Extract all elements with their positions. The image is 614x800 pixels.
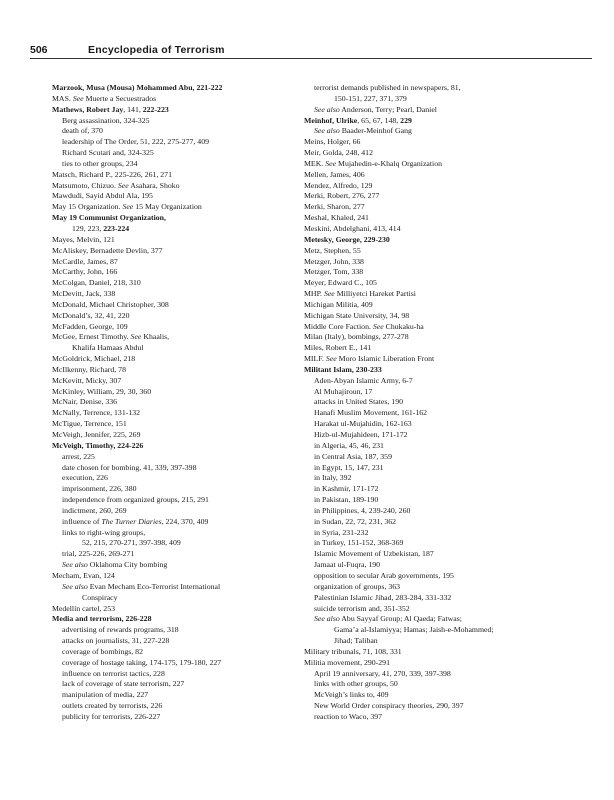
index-entry-text: See	[122, 202, 134, 212]
index-entry	[304, 538, 559, 549]
index-entry	[304, 257, 559, 268]
index-entry-text: in Sudan, 22, 72, 231, 362	[314, 516, 397, 526]
index-entry-text: Asahara, Shoko	[128, 180, 180, 190]
index-entry-text: Meins, Holger, 66	[304, 137, 361, 147]
index-entry-text: links with other groups, 50	[314, 679, 398, 689]
index-entry-text: leadership of The Order, 51, 222, 275-277, 409	[62, 137, 210, 147]
index-entry	[52, 159, 307, 170]
index-entry	[304, 658, 559, 669]
index-entry-text: Merki, Robert, 276, 277	[304, 191, 380, 201]
index-entry-text: attacks in United States, 190	[314, 397, 403, 407]
index-entry-text: May 15 Organization.	[52, 202, 123, 212]
index-column-right	[304, 83, 559, 723]
index-entry-text: Middle Core Faction.	[304, 321, 373, 331]
index-entry	[304, 387, 559, 398]
index-entry-text: links to right-wing groups,	[62, 527, 146, 537]
index-entry-text: in Turkey, 151-152, 368-369	[314, 538, 404, 548]
index-entry-text: Hanafi Muslim Movement, 161-162	[314, 408, 428, 418]
index-entry-text: Jihad; Taliban	[334, 636, 378, 646]
index-entry	[304, 278, 559, 289]
index-entry	[304, 571, 559, 582]
index-entry	[304, 94, 559, 105]
index-entry	[304, 549, 559, 560]
index-entry-text: See	[72, 93, 84, 103]
running-title: Encyclopedia of Terrorism	[88, 44, 225, 56]
index-entry-text: Military tribunals, 71, 108, 331	[304, 646, 402, 656]
index-entry-text: publicity for terrorists, 226-227	[62, 711, 161, 721]
index-entry	[52, 354, 307, 365]
index-entry-text: McAliskey, Bernadette Devlin, 377	[52, 245, 163, 255]
index-entry-text: in Algeria, 45, 46, 231	[314, 440, 384, 450]
index-entry-text: Metesky, George, 229-230	[304, 234, 390, 244]
index-entry-text: Evan Mecham Eco-Terrorist International	[87, 581, 221, 591]
index-entry	[304, 267, 559, 278]
index-entry-text: lack of coverage of state terrorism, 227	[62, 679, 185, 689]
index-entry-text: terrorist demands published in newspapers, 81,	[314, 83, 461, 92]
index-entry	[52, 712, 307, 723]
index-entry-text: execution, 226	[62, 473, 108, 483]
index-entry-text: Islamic Movement of Uzbekistan, 187	[314, 549, 434, 559]
index-entry-text: Aden-Abyan Islamic Army, 6-7	[314, 375, 413, 385]
index-entry-text: McNair, Denise, 336	[52, 397, 118, 407]
index-entry	[304, 202, 559, 213]
index-entry	[304, 354, 559, 365]
index-entry-text: death of, 370	[62, 126, 103, 136]
index-entry-text: in Syria, 231-232	[314, 527, 369, 537]
index-entry-text: Khaalis,	[141, 332, 170, 342]
index-entry-text: Jamaat ul-Fuqra, 190	[314, 560, 381, 570]
index-entry-text: McDonald, Michael Christopher, 308	[52, 299, 169, 309]
index-entry	[52, 582, 307, 593]
index-entry-text: Medellín cartel, 253	[52, 603, 116, 613]
index-entry-text: Media and terrorism, 226-228	[52, 614, 152, 624]
index-entry	[304, 83, 559, 94]
index-entry	[304, 116, 559, 127]
index-entry-text: Muerte a Secuestrados	[83, 93, 157, 103]
index-entry-text: Oklahoma City bombing	[87, 560, 168, 570]
index-entry-text: coverage of hostage taking, 174-175, 179-180, 227	[62, 657, 222, 667]
header-rule	[30, 58, 592, 59]
index-entry-text: See	[325, 354, 337, 364]
index-entry-text: Mellen, James, 406	[304, 169, 365, 179]
index-entry	[52, 137, 307, 148]
index-entry-text: Michigan State University, 34, 98	[304, 310, 410, 320]
index-entry	[304, 343, 559, 354]
index-entry	[304, 690, 559, 701]
index-entry	[52, 538, 307, 549]
index-entry-text: Militant Islam, 230-233	[304, 364, 382, 374]
index-entry	[52, 473, 307, 484]
index-entry-text: in Egypt, 15, 147, 231	[314, 462, 384, 472]
index-entry	[52, 148, 307, 159]
index-entry-text: Mecham, Evan, 124	[52, 570, 115, 580]
index-entry-text: McGoldrick, Michael, 218	[52, 354, 136, 364]
index-entry	[52, 484, 307, 495]
index-entry	[304, 669, 559, 680]
index-entry	[304, 517, 559, 528]
index-entry-text: advertising of rewards programs, 318	[62, 625, 179, 635]
index-entry-text: Mayes, Melvin, 121	[52, 234, 115, 244]
index-entry-text: See also	[314, 126, 340, 136]
index-entry	[52, 376, 307, 387]
index-entry	[304, 332, 559, 343]
index-entry-text: See	[372, 321, 384, 331]
index-entry	[52, 604, 307, 615]
index-entry	[304, 679, 559, 690]
page-header	[30, 44, 590, 60]
index-entry-text: Michigan Militia, 409	[304, 299, 373, 309]
index-entry	[304, 636, 559, 647]
index-entry-text: , 65, 67, 148,	[357, 115, 401, 125]
index-entry	[304, 463, 559, 474]
index-entry	[304, 191, 559, 202]
index-entry-text: Berg assassination, 324-325	[62, 115, 150, 125]
index-entry-text: Marzook, Musa (Mousa) Mohammed Abu, 221-222	[52, 83, 223, 92]
index-entry	[52, 669, 307, 680]
index-entry	[52, 690, 307, 701]
index-entry-text: See	[323, 289, 335, 299]
index-entry	[52, 397, 307, 408]
index-entry-text: arrest, 225	[62, 451, 95, 461]
index-entry-text: McKinley, William, 29, 30, 360	[52, 386, 152, 396]
index-entry-text: McGee, Ernest Timothy.	[52, 332, 131, 342]
index-entry-text: 150-151, 227, 371, 379	[334, 93, 407, 103]
index-entry	[304, 289, 559, 300]
index-entry	[52, 126, 307, 137]
index-entry-text: MAS.	[52, 93, 73, 103]
index-entry-text: Harakat ul-Mujahidin, 162-163	[314, 419, 412, 429]
index-entry-text: imprisonment, 226, 380	[62, 484, 137, 494]
index-entry-text: See	[130, 332, 142, 342]
index-entry	[52, 83, 307, 94]
index-entry	[52, 365, 307, 376]
index-entry-text: influence on terrorist tactics, 228	[62, 668, 165, 678]
index-entry-text: Meir, Golda, 248, 412	[304, 148, 373, 158]
index-entry-text: manipulation of media, 227	[62, 690, 149, 700]
index-entry-text: See also	[62, 560, 88, 570]
index-entry	[52, 257, 307, 268]
index-entry	[304, 235, 559, 246]
index-entry-text: McDevitt, Jack, 338	[52, 289, 116, 299]
index-entry-text: McFadden, George, 109	[52, 321, 128, 331]
index-entry-text: Abu Sayyaf Group; Al Qaeda; Fatwas;	[339, 614, 462, 624]
index-entry-text: suicide terrorism and, 351-352	[314, 603, 410, 613]
index-entry	[52, 647, 307, 658]
index-entry	[304, 712, 559, 723]
index-entry-text: Matsch, Richard P., 225-226, 261, 271	[52, 169, 172, 179]
index-entry-text: 15 May Organization	[133, 202, 202, 212]
index-entry-text: The Turner Diaries	[101, 516, 162, 526]
index-entry-text: coverage of bombings, 82	[62, 646, 143, 656]
index-entry	[304, 311, 559, 322]
index-entry-text: , 224, 370, 409	[161, 516, 209, 526]
index-entry	[52, 191, 307, 202]
index-entry-text: Anderson, Terry; Pearl, Daniel	[339, 104, 437, 114]
index-entry	[52, 224, 307, 235]
index-entry	[304, 159, 559, 170]
index-entry	[52, 267, 307, 278]
index-entry	[304, 582, 559, 593]
index-entry	[52, 105, 307, 116]
index-entry	[304, 246, 559, 257]
index-entry-text: in Italy, 392	[314, 473, 352, 483]
index-entry	[52, 463, 307, 474]
index-entry-text: McVeigh, Jennifer, 225, 269	[52, 430, 141, 439]
index-entry-text: Conspiracy	[82, 592, 118, 602]
index-entry-text: indictment, 260, 269	[62, 505, 127, 515]
index-entry-text: McNally, Terrence, 131-132	[52, 408, 141, 418]
index-entry-text: McDonald’s, 32, 41, 220	[52, 310, 130, 320]
index-entry-text: trial, 225-226, 269-271	[62, 549, 135, 559]
index-entry	[304, 593, 559, 604]
index-entry-text: Richard Scutari and, 324-325	[62, 148, 154, 158]
index-entry-text: New World Order conspiracy theories, 290, 397	[314, 701, 464, 711]
index-entry-text: reaction to Waco, 397	[314, 711, 383, 721]
index-entry-text: Mawdudi, Sayid Abdul Ala, 195	[52, 191, 153, 201]
index-entry-text: 52, 215, 270-271, 397-398, 409	[82, 538, 181, 548]
index-entry	[52, 452, 307, 463]
index-entry-text: 223-224	[103, 223, 130, 233]
index-entry	[304, 365, 559, 376]
index-entry-text: attacks on journalists, 31, 227-228	[62, 636, 170, 646]
index-entry	[52, 549, 307, 560]
index-entry-text: Metzger, John, 338	[304, 256, 364, 266]
index-entry-text: outlets created by terrorists, 226	[62, 701, 163, 711]
index-entry	[52, 343, 307, 354]
index-entry	[304, 452, 559, 463]
index-entry	[52, 430, 307, 441]
index-entry-text: independence from organized groups, 215, 291	[62, 495, 209, 505]
index-entry	[304, 224, 559, 235]
index-entry-text: See also	[314, 614, 340, 624]
index-entry	[304, 614, 559, 625]
index-entry	[304, 170, 559, 181]
index-entry	[52, 560, 307, 571]
index-entry	[52, 701, 307, 712]
index-entry	[304, 397, 559, 408]
index-entry	[304, 528, 559, 539]
index-entry	[52, 322, 307, 333]
index-entry	[52, 246, 307, 257]
index-entry	[52, 441, 307, 452]
index-entry-text: in Central Asia, 187, 359	[314, 451, 392, 461]
index-entry	[304, 376, 559, 387]
index-entry	[304, 604, 559, 615]
index-entry-text: in Pakistan, 189-190	[314, 495, 379, 505]
index-entry-text: Moro Islamic Liberation Front	[336, 354, 435, 364]
page-number: 506	[30, 44, 48, 56]
index-entry-text: See also	[62, 581, 88, 591]
index-entry	[304, 701, 559, 712]
index-entry-text: McTigue, Terrence, 151	[52, 419, 127, 429]
index-entry-text: 129, 223,	[72, 223, 104, 233]
index-entry	[52, 625, 307, 636]
index-entry-text: in Kashmir, 171-172	[314, 484, 379, 494]
index-entry	[304, 647, 559, 658]
index-entry	[304, 430, 559, 441]
index-entry	[52, 571, 307, 582]
index-entry-text: April 19 anniversary, 41, 270, 339, 397-398	[314, 668, 451, 678]
index-entry-text: Meyer, Edward C., 105	[304, 278, 377, 288]
index-entry-text: Khalifa Hamaas Abdul	[72, 343, 144, 353]
index-entry-text: McVeigh’s links to, 409	[314, 690, 389, 700]
index-entry	[304, 419, 559, 430]
index-entry	[52, 593, 307, 604]
index-entry-text: McCardle, James, 87	[52, 256, 118, 266]
index-entry	[304, 441, 559, 452]
index-entry-text: ties to other groups, 234	[62, 158, 138, 168]
index-entry-text: Milan (Italy), bombings, 277-278	[304, 332, 409, 342]
index-entry-text: Baader-Meinhof Gang	[339, 126, 412, 136]
index-entry	[52, 278, 307, 289]
index-entry-text: in Philippines, 4, 239-240, 260	[314, 505, 411, 515]
index-entry-text: Mendez, Alfredo, 129	[304, 180, 373, 190]
index-entry-text: MILF.	[304, 354, 326, 364]
index-entry-text: McVeigh, Timothy, 224-226	[52, 440, 144, 450]
index-entry-text: McKevitt, Micky, 307	[52, 375, 122, 385]
index-entry	[304, 213, 559, 224]
index-entry-text: 222-223	[142, 104, 169, 114]
index-entry-text: See also	[314, 104, 340, 114]
index-entry-text: MHP.	[304, 289, 324, 299]
index-entry-text: Militia movement, 290-291	[304, 657, 390, 667]
index-entry-text: Metz, Stephen, 55	[304, 245, 361, 255]
index-entry-text: See	[117, 180, 129, 190]
index-entry	[304, 105, 559, 116]
index-entry	[52, 636, 307, 647]
index-entry	[304, 408, 559, 419]
index-entry	[52, 506, 307, 517]
index-entry-text: opposition to secular Arab governments, 195	[314, 570, 454, 580]
index-entry-text: Meinhof, Ulrike	[304, 115, 358, 125]
index-column-left	[52, 83, 307, 723]
index-entry-text: 229	[400, 115, 412, 125]
index-entry-text: , 141,	[123, 104, 143, 114]
index-entry	[304, 126, 559, 137]
index-entry	[52, 408, 307, 419]
index-entry-text: Mujahedin-e-Khalq Organization	[336, 158, 443, 168]
index-entry	[304, 484, 559, 495]
index-entry	[52, 235, 307, 246]
index-entry-text: Meshal, Khaled, 241	[304, 213, 369, 223]
index-entry-text: organization of groups, 363	[314, 581, 401, 591]
index-entry-text: Milliyetci Hareket Partisi	[334, 289, 416, 299]
index-entry	[52, 311, 307, 322]
index-entry-text: McCarthy, John, 166	[52, 267, 118, 277]
index-entry-text: Chukaku-ha	[383, 321, 424, 331]
index-entry-text: Al Muhajiroun, 17	[314, 386, 373, 396]
index-entry-text: See	[325, 158, 337, 168]
index-entry-text: Merki, Sharon, 277	[304, 202, 365, 212]
index-entry	[52, 289, 307, 300]
index-entry	[52, 614, 307, 625]
index-entry-text: date chosen for bombing, 41, 339, 397-398	[62, 462, 197, 472]
index-entry	[304, 495, 559, 506]
index-entry	[52, 419, 307, 430]
index-entry-text: Metzger, Tom, 338	[304, 267, 364, 277]
index-entry-text: May 19 Communist Organization,	[52, 213, 166, 223]
index-entry-text: influence of	[62, 516, 102, 526]
index-entry	[52, 679, 307, 690]
index-entry	[304, 148, 559, 159]
index-entry	[52, 332, 307, 343]
index-entry-text: Hizb-ul-Mujahideen, 171-172	[314, 430, 408, 439]
index-entry	[52, 170, 307, 181]
index-entry	[52, 387, 307, 398]
index-entry	[52, 517, 307, 528]
index-entry	[52, 213, 307, 224]
index-entry-text: Matsumoto, Chizuo.	[52, 180, 118, 190]
index-entry	[304, 625, 559, 636]
index-entry	[52, 658, 307, 669]
index-entry-text: MEK.	[304, 158, 326, 168]
index-entry-text: Mathews, Robert Jay	[52, 104, 124, 114]
index-entry	[304, 322, 559, 333]
index-entry-text: McColgan, Daniel, 218, 310	[52, 278, 141, 288]
index-entry	[52, 202, 307, 213]
index-entry	[304, 137, 559, 148]
index-entry-text: Miles, Robert E., 141	[304, 343, 372, 353]
index-entry	[304, 181, 559, 192]
index-entry	[52, 528, 307, 539]
index-entry	[52, 495, 307, 506]
index-entry	[304, 560, 559, 571]
index-entry	[304, 300, 559, 311]
index-entry	[52, 116, 307, 127]
index-entry	[52, 300, 307, 311]
index-entry-text: McIlkenny, Richard, 78	[52, 364, 126, 374]
index-entry	[52, 181, 307, 192]
index-entry-text: Meskini, Abdelghani, 413, 414	[304, 223, 401, 233]
index-entry	[304, 506, 559, 517]
index-entry	[52, 94, 307, 105]
index-entry-text: Palestinian Islamic Jihad, 283-284, 331-332	[314, 592, 452, 602]
index-entry	[304, 473, 559, 484]
index-entry-text: Gama’a al-Islamiyya; Hamas; Jaish-e-Mohammed;	[334, 625, 494, 635]
